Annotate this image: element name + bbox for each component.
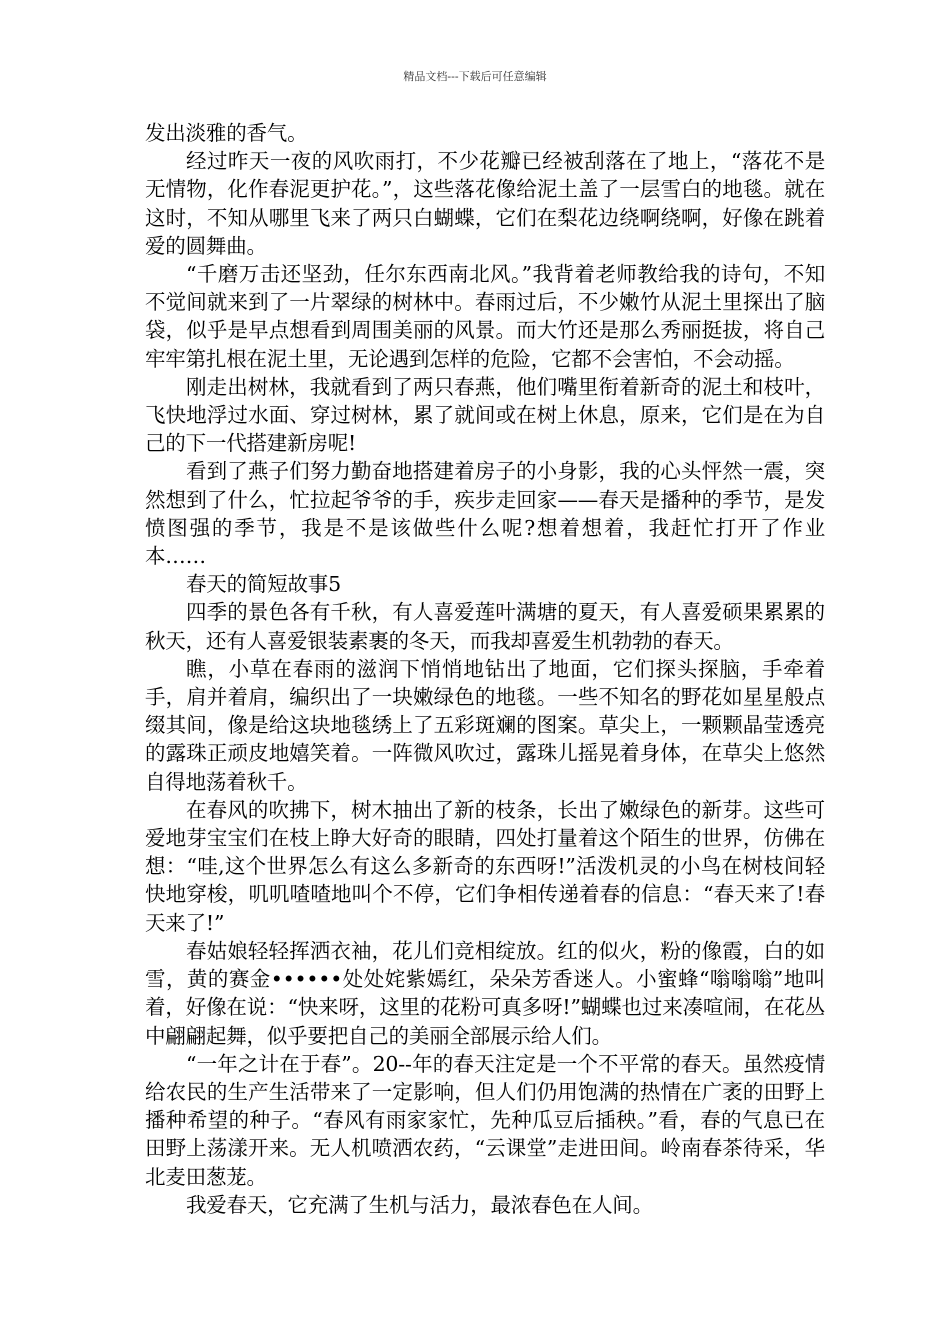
paragraph: 发出淡雅的香气。 — [145, 121, 308, 145]
section-title: 春天的简短故事5 — [186, 572, 341, 597]
paragraph: 我爱春天，它充满了生机与活力，最浓春色在人间。 — [186, 1192, 653, 1217]
paragraph: 四季的景色各有千秋，有人喜爱莲叶满塘的夏天，有人喜爱硕果累累的秋天，还有人喜爱银装素裹的冬天，而我却喜爱生机勃勃的春天。 — [145, 600, 825, 653]
paragraph: “一年之计在于春”。20--年的春天注定是一个不平常的春天。虽然疫情给农民的生产生活带来了一定影响，但人们仍用饱满的热情在广袤的田野上播种希望的种子。“春风有雨家家忙，先种瓜豆后插秧。”看，春的气息已在田野上荡漾开来。无人机喷洒农药，“云课堂”走进田间。岭南春茶待采，华北麦田葱茏。 — [145, 1051, 825, 1189]
paragraph: 看到了燕子们努力勤奋地搭建着房子的小身影，我的心头怦然一震，突然想到了什么，忙拉起爷爷的手，疾步走回家——春天是播种的季节，是发愤图强的季节，我是不是该做些什么呢?想着想着，我赶忙打开了作业本…… — [145, 459, 825, 569]
document-body — [145, 119, 825, 1219]
page-header: 精品文档---下载后可任意编辑 — [403, 70, 547, 83]
paragraph: 瞧，小草在春雨的滋润下悄悄地钻出了地面，它们探头探脑，手牵着手，肩并着肩，编织出了一块嫩绿色的地毯。一些不知名的野花如星星般点缀其间，像是给这块地毯绣上了五彩斑斓的图案。草尖上，一颗颗晶莹透亮的露珠正顽皮地嬉笑着。一阵微风吹过，露珠儿摇晃着身体，在草尖上悠然自得地荡着秋千。 — [145, 656, 825, 794]
paragraph: “千磨万击还坚劲，任尔东西南北风。”我背着老师教给我的诗句，不知不觉间就来到了一片翠绿的树林中。春雨过后，不少嫩竹从泥土里探出了脑袋，似乎是早点想看到周围美丽的风景。而大竹还是那么秀丽挺拔，将自己牢牢第扎根在泥土里，无论遇到怎样的危险，它都不会害怕，不会动摇。 — [145, 262, 825, 371]
paragraph: 春姑娘轻轻挥洒衣袖，花儿们竞相绽放。红的似火，粉的像霞，白的如雪，黄的赛金••••••处处姹紫嫣红，朵朵芳香迷人。小蜜蜂“嗡嗡嗡”地叫着，好像在说：“快来呀，这里的花粉可真多呀!”蝴蝶也过来凑喧闹，在花丛中翩翩起舞，似乎要把自己的美丽全部展示给人们。 — [145, 938, 825, 1048]
paragraph: 刚走出树林，我就看到了两只春燕，他们嘴里衔着新奇的泥土和枝叶，飞快地浮过水面、穿过树林，累了就间或在树上休息，原来，它们是在为自己的下一代搭建新房呢! — [145, 374, 825, 456]
paragraph: 在春风的吹拂下，树木抽出了新的枝条，长出了嫩绿色的新芽。这些可爱地芽宝宝们在枝上睁大好奇的眼睛，四处打量着这个陌生的世界，仿佛在想：“哇,这个世界怎么有这么多新奇的东西呀!”活泼机灵的小鸟在树枝间轻快地穿梭，叽叽喳喳地叫个不停，它们争相传递着春的信息：“春天来了!春天来了!” — [145, 797, 825, 935]
paragraph: 经过昨天一夜的风吹雨打，不少花瓣已经被刮落在了地上，“落花不是无情物，化作春泥更护花。”，这些落花像给泥土盖了一层雪白的地毯。就在这时，不知从哪里飞来了两只白蝴蝶，它们在梨花边绕啊绕啊，好像在跳着爱的圆舞曲。 — [145, 149, 825, 258]
